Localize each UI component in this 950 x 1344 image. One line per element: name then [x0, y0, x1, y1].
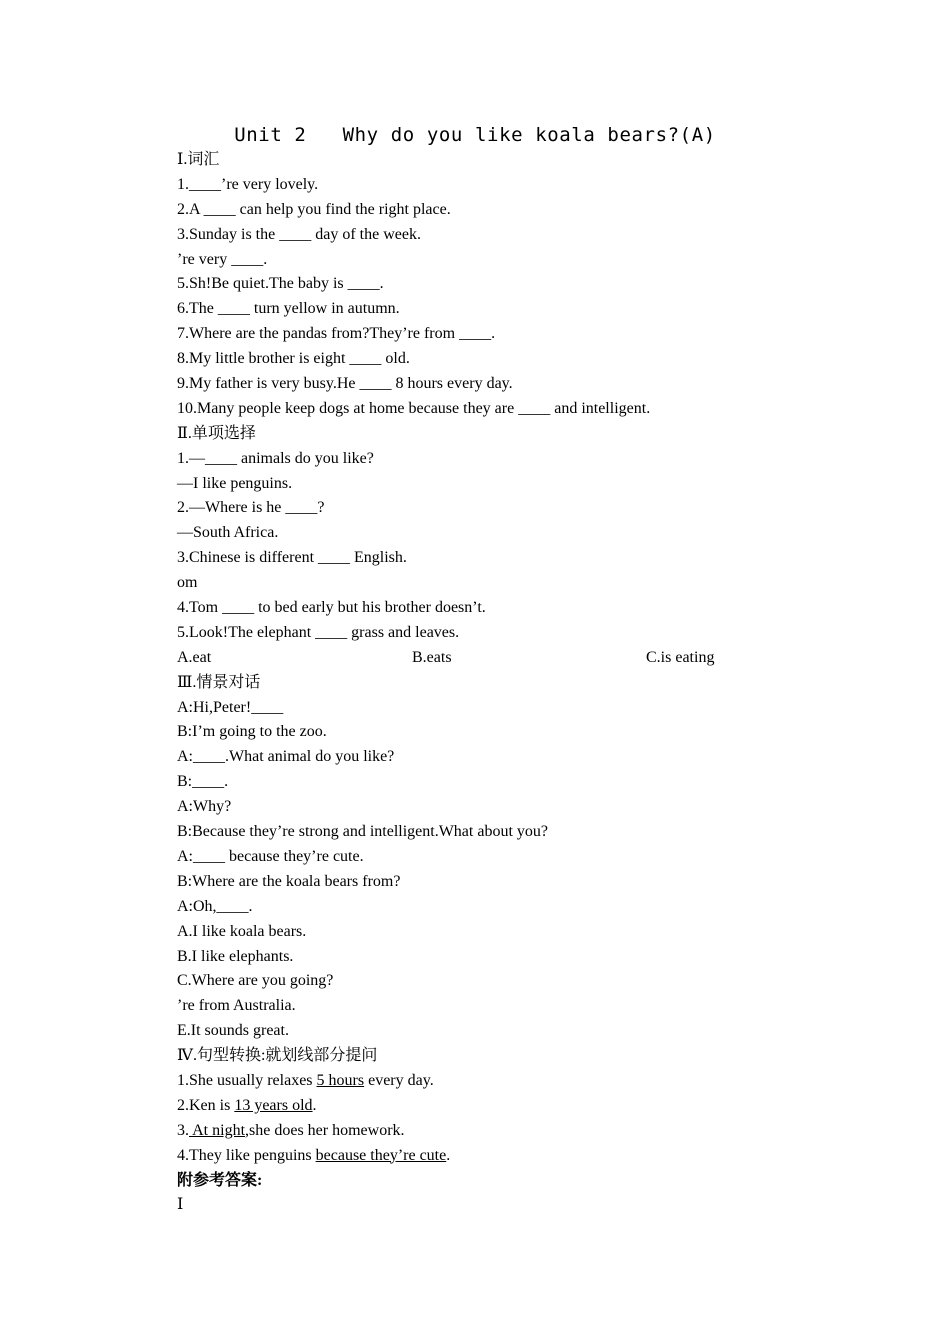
- section1-item: 3.Sunday is the ____ day of the week.: [177, 225, 421, 243]
- section2-options: [177, 646, 777, 671]
- section2-line: 1.—____ animals do you like?: [177, 449, 374, 467]
- section2-line: —I like penguins.: [177, 474, 293, 492]
- section2-line: —South Africa.: [177, 524, 279, 542]
- underlined-part: 5 hours: [316, 1071, 365, 1089]
- underlined-part: because they’re cute: [315, 1146, 447, 1164]
- dialogue-option: ’re from Australia.: [177, 997, 296, 1015]
- dialogue-line: A:Why?: [177, 798, 232, 816]
- item-text: 1.She usually relaxes: [177, 1071, 317, 1089]
- section2-line: 5.Look!The elephant ____ grass and leaves.: [177, 623, 460, 641]
- dialogue-line: A:____.What animal do you like?: [177, 748, 395, 766]
- section2-line: 2.—Where is he ____?: [177, 499, 325, 517]
- item-text: 3.: [177, 1121, 189, 1139]
- dialogue-line: A:Hi,Peter!____: [177, 698, 284, 716]
- section2-line: 4.Tom ____ to bed early but his brother doesn’t.: [177, 599, 486, 617]
- section2-line: om: [177, 574, 198, 592]
- document-title: Unit 2 Why do you like koala bears?(A): [234, 124, 716, 146]
- section1-item: 1.____’re very lovely.: [177, 175, 319, 193]
- item-text: ,she does her homework.: [245, 1121, 405, 1139]
- section4-item: [177, 1094, 777, 1119]
- dialogue-option: E.It sounds great.: [177, 1022, 289, 1040]
- dialogue-option: A.I like koala bears.: [177, 922, 307, 940]
- section1-item: ’re very ____.: [177, 250, 268, 268]
- underlined-part: At night: [189, 1121, 246, 1139]
- section1-item: 6.The ____ turn yellow in autumn.: [177, 300, 400, 318]
- section1-heading: Ⅰ.词汇: [177, 151, 220, 168]
- item-text: every day.: [364, 1071, 434, 1089]
- dialogue-line: B:____.: [177, 773, 229, 791]
- section1-item: 10.Many people keep dogs at home because they are ____ and intelligent.: [177, 399, 651, 417]
- dialogue-line: A:Oh,____.: [177, 897, 253, 915]
- document-body: [177, 148, 777, 1218]
- dialogue-line: B:I’m going to the zoo.: [177, 723, 327, 741]
- section3-heading: Ⅲ.情景对话: [177, 673, 261, 691]
- section4-item: [177, 1144, 777, 1169]
- item-text: 2.Ken is: [177, 1096, 235, 1114]
- dialogue-line: B:Where are the koala bears from?: [177, 872, 401, 890]
- section2-heading: Ⅱ.单项选择: [177, 424, 256, 442]
- section2-line: 3.Chinese is different ____ English.: [177, 549, 407, 567]
- section1-item: 9.My father is very busy.He ____ 8 hours every day.: [177, 375, 513, 393]
- dialogue-option: B.I like elephants.: [177, 947, 294, 965]
- dialogue-line: B:Because they’re strong and intelligent.What about you?: [177, 823, 548, 841]
- answers-heading: 附参考答案:: [177, 1171, 263, 1189]
- dialogue-line: A:____ because they’re cute.: [177, 847, 364, 865]
- option-c: C.is eating: [646, 648, 715, 666]
- item-text: .: [312, 1096, 317, 1114]
- section1-item: 2.A ____ can help you find the right place.: [177, 200, 451, 218]
- section4-item: [177, 1119, 777, 1144]
- answers-section-marker: Ⅰ: [177, 1196, 184, 1214]
- item-text: 4.They like penguins: [177, 1146, 316, 1164]
- option-b: B.eats: [412, 648, 452, 666]
- section4-item: [177, 1069, 777, 1094]
- section1-item: 8.My little brother is eight ____ old.: [177, 350, 410, 368]
- dialogue-option: C.Where are you going?: [177, 972, 334, 990]
- section1-item: 5.Sh!Be quiet.The baby is ____.: [177, 275, 384, 293]
- item-text: .: [446, 1146, 451, 1164]
- section4-heading: Ⅳ.句型转换:就划线部分提问: [177, 1047, 378, 1065]
- option-a: A.eat: [177, 648, 212, 666]
- section1-item: 7.Where are the pandas from?They’re from ____.: [177, 325, 496, 343]
- underlined-part: 13 years old: [234, 1096, 313, 1114]
